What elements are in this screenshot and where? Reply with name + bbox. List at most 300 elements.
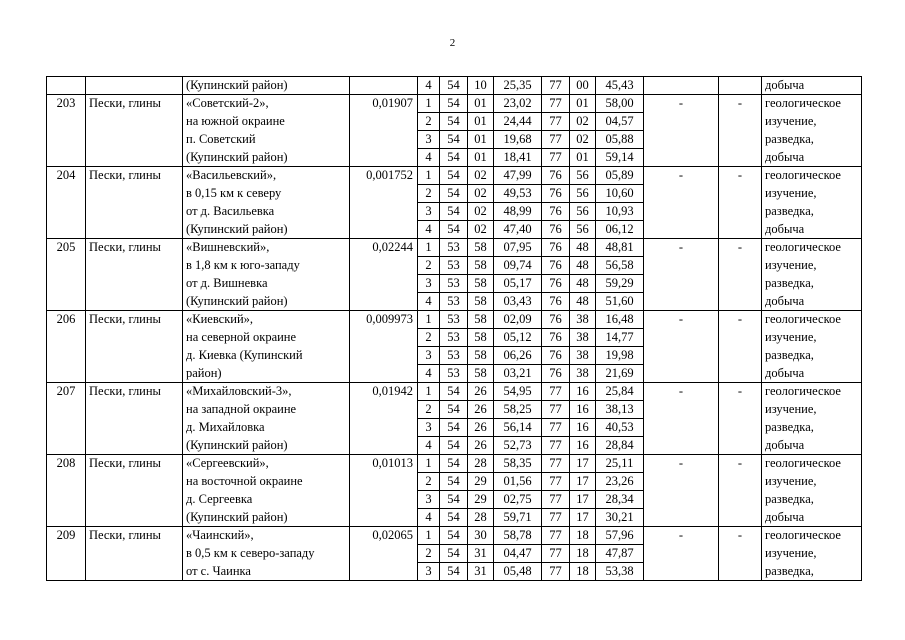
lon-seconds: 28,34 xyxy=(596,491,644,509)
table-row xyxy=(47,329,862,347)
column-a-value xyxy=(644,77,719,95)
table-row xyxy=(47,113,862,131)
deposit-area xyxy=(350,563,418,581)
point-number: 4 xyxy=(418,293,440,311)
column-a-value xyxy=(644,275,719,293)
lon-minutes: 18 xyxy=(570,527,596,545)
deposit-number xyxy=(47,491,86,509)
deposit-name-line: д. Сергеевка xyxy=(183,491,350,509)
lon-seconds: 30,21 xyxy=(596,509,644,527)
point-number: 2 xyxy=(418,329,440,347)
deposit-number xyxy=(47,77,86,95)
deposit-name-line: д. Михайловка xyxy=(183,419,350,437)
purpose-line: разведка, xyxy=(762,563,862,581)
column-a-value: - xyxy=(644,383,719,401)
deposit-name-line: (Купинский район) xyxy=(183,509,350,527)
lon-degrees: 76 xyxy=(542,221,570,239)
column-b-value xyxy=(719,545,762,563)
table-row xyxy=(47,401,862,419)
lat-seconds: 04,47 xyxy=(494,545,542,563)
lat-minutes: 02 xyxy=(468,185,494,203)
table-row xyxy=(47,563,862,581)
deposit-name-line: «Сергеевский», xyxy=(183,455,350,473)
lon-minutes: 38 xyxy=(570,347,596,365)
lat-seconds: 05,17 xyxy=(494,275,542,293)
deposit-name-line: на южной окраине xyxy=(183,113,350,131)
lat-minutes: 01 xyxy=(468,131,494,149)
purpose-line: геологическое xyxy=(762,167,862,185)
point-number: 4 xyxy=(418,77,440,95)
deposit-area: 0,01013 xyxy=(350,455,418,473)
lon-degrees: 76 xyxy=(542,365,570,383)
lon-minutes: 48 xyxy=(570,239,596,257)
deposit-name-line: «Чаинский», xyxy=(183,527,350,545)
deposit-name-line: в 1,8 км к юго-западу xyxy=(183,257,350,275)
lon-minutes: 18 xyxy=(570,545,596,563)
deposit-name-line: (Купинский район) xyxy=(183,77,350,95)
deposit-number xyxy=(47,347,86,365)
mineral-type xyxy=(86,509,183,527)
column-b-value xyxy=(719,347,762,365)
lat-seconds: 47,99 xyxy=(494,167,542,185)
lon-seconds: 19,98 xyxy=(596,347,644,365)
lat-degrees: 53 xyxy=(440,257,468,275)
deposit-name-line: на восточной окраине xyxy=(183,473,350,491)
point-number: 3 xyxy=(418,563,440,581)
deposit-area xyxy=(350,113,418,131)
point-number: 4 xyxy=(418,509,440,527)
lon-minutes: 01 xyxy=(570,95,596,113)
table-row xyxy=(47,149,862,167)
lon-minutes: 17 xyxy=(570,509,596,527)
deposit-name-line: «Советский-2», xyxy=(183,95,350,113)
point-number: 1 xyxy=(418,455,440,473)
lat-degrees: 53 xyxy=(440,347,468,365)
lon-minutes: 56 xyxy=(570,221,596,239)
table-row xyxy=(47,545,862,563)
lat-minutes: 02 xyxy=(468,167,494,185)
lon-seconds: 53,38 xyxy=(596,563,644,581)
deposit-area xyxy=(350,365,418,383)
column-a-value xyxy=(644,491,719,509)
deposit-number xyxy=(47,437,86,455)
lon-seconds: 10,93 xyxy=(596,203,644,221)
deposit-name-line: «Вишневский», xyxy=(183,239,350,257)
purpose-line: добыча xyxy=(762,293,862,311)
lat-minutes: 26 xyxy=(468,437,494,455)
mineral-type: Пески, глины xyxy=(86,167,183,185)
lon-seconds: 06,12 xyxy=(596,221,644,239)
deposit-number: 204 xyxy=(47,167,86,185)
deposit-number: 203 xyxy=(47,95,86,113)
deposit-name-line: на северной окраине xyxy=(183,329,350,347)
lat-minutes: 02 xyxy=(468,203,494,221)
deposit-name-line: «Михайловский-3», xyxy=(183,383,350,401)
table-row xyxy=(47,203,862,221)
lon-degrees: 77 xyxy=(542,131,570,149)
table-row xyxy=(47,527,862,545)
lat-minutes: 29 xyxy=(468,473,494,491)
lon-seconds: 10,60 xyxy=(596,185,644,203)
lat-minutes: 58 xyxy=(468,275,494,293)
deposit-area xyxy=(350,473,418,491)
column-b-value: - xyxy=(719,311,762,329)
column-a-value xyxy=(644,293,719,311)
lon-minutes: 16 xyxy=(570,419,596,437)
deposit-name-line: район) xyxy=(183,365,350,383)
lon-minutes: 56 xyxy=(570,185,596,203)
lon-degrees: 76 xyxy=(542,329,570,347)
deposit-area xyxy=(350,131,418,149)
lon-minutes: 48 xyxy=(570,275,596,293)
deposit-number xyxy=(47,545,86,563)
purpose-line: геологическое xyxy=(762,311,862,329)
lat-minutes: 10 xyxy=(468,77,494,95)
deposit-number xyxy=(47,275,86,293)
deposit-area xyxy=(350,545,418,563)
lat-degrees: 54 xyxy=(440,77,468,95)
lat-degrees: 54 xyxy=(440,149,468,167)
table-row xyxy=(47,131,862,149)
column-b-value: - xyxy=(719,383,762,401)
mineral-type xyxy=(86,329,183,347)
lat-seconds: 03,43 xyxy=(494,293,542,311)
column-b-value xyxy=(719,185,762,203)
lat-minutes: 31 xyxy=(468,563,494,581)
mineral-type xyxy=(86,149,183,167)
point-number: 1 xyxy=(418,167,440,185)
table-row xyxy=(47,239,862,257)
lat-minutes: 58 xyxy=(468,239,494,257)
lon-degrees: 77 xyxy=(542,527,570,545)
deposit-number xyxy=(47,185,86,203)
mineral-type: Пески, глины xyxy=(86,527,183,545)
purpose-line: разведка, xyxy=(762,491,862,509)
deposit-name-line: д. Киевка (Купинский xyxy=(183,347,350,365)
point-number: 2 xyxy=(418,473,440,491)
lon-minutes: 17 xyxy=(570,455,596,473)
column-a-value xyxy=(644,221,719,239)
mineral-type: Пески, глины xyxy=(86,239,183,257)
column-a-value xyxy=(644,365,719,383)
mineral-type xyxy=(86,437,183,455)
deposit-number xyxy=(47,509,86,527)
lon-minutes: 56 xyxy=(570,203,596,221)
lat-degrees: 53 xyxy=(440,293,468,311)
point-number: 1 xyxy=(418,311,440,329)
column-a-value xyxy=(644,437,719,455)
column-a-value: - xyxy=(644,167,719,185)
lon-degrees: 76 xyxy=(542,257,570,275)
lon-minutes: 16 xyxy=(570,383,596,401)
lon-minutes: 02 xyxy=(570,113,596,131)
lat-minutes: 58 xyxy=(468,329,494,347)
table-row xyxy=(47,419,862,437)
lon-seconds: 47,87 xyxy=(596,545,644,563)
lat-minutes: 01 xyxy=(468,95,494,113)
mineral-type xyxy=(86,419,183,437)
lon-seconds: 58,00 xyxy=(596,95,644,113)
point-number: 3 xyxy=(418,275,440,293)
deposit-number xyxy=(47,401,86,419)
lon-seconds: 14,77 xyxy=(596,329,644,347)
lat-minutes: 30 xyxy=(468,527,494,545)
mineral-type xyxy=(86,185,183,203)
lat-seconds: 03,21 xyxy=(494,365,542,383)
deposit-number xyxy=(47,563,86,581)
lon-degrees: 76 xyxy=(542,239,570,257)
mineral-type xyxy=(86,293,183,311)
lat-degrees: 53 xyxy=(440,311,468,329)
lat-minutes: 31 xyxy=(468,545,494,563)
deposit-name-line: (Купинский район) xyxy=(183,149,350,167)
lat-seconds: 02,75 xyxy=(494,491,542,509)
column-b-value: - xyxy=(719,95,762,113)
deposit-area xyxy=(350,509,418,527)
mineral-type xyxy=(86,563,183,581)
lon-minutes: 38 xyxy=(570,329,596,347)
purpose-line: разведка, xyxy=(762,275,862,293)
purpose-line: геологическое xyxy=(762,239,862,257)
mineral-type xyxy=(86,275,183,293)
column-b-value xyxy=(719,491,762,509)
deposit-area: 0,02244 xyxy=(350,239,418,257)
lon-seconds: 23,26 xyxy=(596,473,644,491)
lat-seconds: 24,44 xyxy=(494,113,542,131)
lat-seconds: 18,41 xyxy=(494,149,542,167)
lon-seconds: 59,14 xyxy=(596,149,644,167)
deposit-name-line: «Васильевский», xyxy=(183,167,350,185)
mineral-type xyxy=(86,545,183,563)
deposit-area: 0,009973 xyxy=(350,311,418,329)
lat-seconds: 19,68 xyxy=(494,131,542,149)
mineral-type: Пески, глины xyxy=(86,383,183,401)
table-row xyxy=(47,167,862,185)
lat-degrees: 53 xyxy=(440,329,468,347)
lon-degrees: 76 xyxy=(542,275,570,293)
deposit-area xyxy=(350,293,418,311)
mineral-type xyxy=(86,113,183,131)
deposit-name-line: (Купинский район) xyxy=(183,221,350,239)
lat-degrees: 54 xyxy=(440,509,468,527)
lon-minutes: 18 xyxy=(570,563,596,581)
lat-degrees: 54 xyxy=(440,95,468,113)
lon-minutes: 00 xyxy=(570,77,596,95)
lon-minutes: 16 xyxy=(570,437,596,455)
lat-degrees: 53 xyxy=(440,365,468,383)
purpose-line: добыча xyxy=(762,149,862,167)
lat-seconds: 05,48 xyxy=(494,563,542,581)
point-number: 4 xyxy=(418,365,440,383)
deposit-number xyxy=(47,329,86,347)
lon-degrees: 77 xyxy=(542,149,570,167)
purpose-line: добыча xyxy=(762,365,862,383)
lat-seconds: 58,25 xyxy=(494,401,542,419)
column-b-value xyxy=(719,437,762,455)
lat-degrees: 54 xyxy=(440,473,468,491)
mineral-type xyxy=(86,491,183,509)
deposit-area xyxy=(350,77,418,95)
column-a-value: - xyxy=(644,95,719,113)
lat-degrees: 54 xyxy=(440,383,468,401)
lon-seconds: 57,96 xyxy=(596,527,644,545)
table-row xyxy=(47,509,862,527)
point-number: 3 xyxy=(418,203,440,221)
deposits-table xyxy=(46,76,862,581)
purpose-line: геологическое xyxy=(762,455,862,473)
lon-degrees: 77 xyxy=(542,491,570,509)
column-a-value xyxy=(644,347,719,365)
lat-minutes: 58 xyxy=(468,347,494,365)
lat-degrees: 54 xyxy=(440,491,468,509)
lat-minutes: 26 xyxy=(468,419,494,437)
lat-minutes: 26 xyxy=(468,383,494,401)
mineral-type xyxy=(86,365,183,383)
column-a-value xyxy=(644,545,719,563)
mineral-type xyxy=(86,401,183,419)
column-b-value xyxy=(719,329,762,347)
lat-minutes: 28 xyxy=(468,455,494,473)
purpose-line: изучение, xyxy=(762,545,862,563)
lat-degrees: 54 xyxy=(440,203,468,221)
lat-degrees: 54 xyxy=(440,401,468,419)
lon-degrees: 77 xyxy=(542,383,570,401)
table-row xyxy=(47,293,862,311)
deposit-area: 0,001752 xyxy=(350,167,418,185)
lon-degrees: 77 xyxy=(542,419,570,437)
table-row xyxy=(47,473,862,491)
purpose-line: изучение, xyxy=(762,329,862,347)
lat-seconds: 58,35 xyxy=(494,455,542,473)
lat-degrees: 54 xyxy=(440,455,468,473)
lon-degrees: 77 xyxy=(542,473,570,491)
column-b-value xyxy=(719,149,762,167)
purpose-line: разведка, xyxy=(762,419,862,437)
column-b-value xyxy=(719,473,762,491)
deposit-number: 207 xyxy=(47,383,86,401)
lon-degrees: 77 xyxy=(542,545,570,563)
lat-seconds: 25,35 xyxy=(494,77,542,95)
column-a-value xyxy=(644,473,719,491)
table-row xyxy=(47,95,862,113)
deposit-name-line: на западной окраине xyxy=(183,401,350,419)
lon-minutes: 38 xyxy=(570,311,596,329)
lat-degrees: 53 xyxy=(440,239,468,257)
deposit-number xyxy=(47,203,86,221)
lon-degrees: 77 xyxy=(542,401,570,419)
table-row xyxy=(47,437,862,455)
lat-degrees: 54 xyxy=(440,527,468,545)
column-b-value: - xyxy=(719,167,762,185)
column-b-value xyxy=(719,203,762,221)
lon-degrees: 76 xyxy=(542,167,570,185)
lon-degrees: 77 xyxy=(542,509,570,527)
lon-minutes: 48 xyxy=(570,293,596,311)
point-number: 3 xyxy=(418,491,440,509)
column-a-value: - xyxy=(644,311,719,329)
lat-minutes: 58 xyxy=(468,293,494,311)
lon-minutes: 38 xyxy=(570,365,596,383)
purpose-line: разведка, xyxy=(762,131,862,149)
column-a-value: - xyxy=(644,239,719,257)
lat-minutes: 01 xyxy=(468,149,494,167)
mineral-type: Пески, глины xyxy=(86,455,183,473)
column-b-value: - xyxy=(719,239,762,257)
purpose-line: геологическое xyxy=(762,527,862,545)
deposit-area xyxy=(350,329,418,347)
point-number: 1 xyxy=(418,383,440,401)
point-number: 4 xyxy=(418,149,440,167)
deposit-name-line: в 0,5 км к северо-западу xyxy=(183,545,350,563)
lat-seconds: 47,40 xyxy=(494,221,542,239)
deposit-area xyxy=(350,437,418,455)
lon-seconds: 05,88 xyxy=(596,131,644,149)
lat-degrees: 54 xyxy=(440,419,468,437)
column-a-value xyxy=(644,185,719,203)
column-a-value xyxy=(644,509,719,527)
lat-seconds: 01,56 xyxy=(494,473,542,491)
point-number: 2 xyxy=(418,257,440,275)
lon-seconds: 51,60 xyxy=(596,293,644,311)
column-a-value: - xyxy=(644,455,719,473)
column-b-value xyxy=(719,131,762,149)
deposit-number: 208 xyxy=(47,455,86,473)
lat-degrees: 54 xyxy=(440,545,468,563)
point-number: 1 xyxy=(418,95,440,113)
lon-seconds: 16,48 xyxy=(596,311,644,329)
lat-degrees: 53 xyxy=(440,275,468,293)
column-b-value xyxy=(719,419,762,437)
deposit-area: 0,01907 xyxy=(350,95,418,113)
column-a-value xyxy=(644,113,719,131)
lon-degrees: 77 xyxy=(542,563,570,581)
mineral-type xyxy=(86,221,183,239)
point-number: 1 xyxy=(418,239,440,257)
purpose-line: геологическое xyxy=(762,383,862,401)
mineral-type xyxy=(86,203,183,221)
table-row xyxy=(47,257,862,275)
deposit-area xyxy=(350,275,418,293)
purpose-line: геологическое xyxy=(762,95,862,113)
lon-seconds: 56,58 xyxy=(596,257,644,275)
lon-degrees: 76 xyxy=(542,185,570,203)
lat-degrees: 54 xyxy=(440,185,468,203)
lon-degrees: 77 xyxy=(542,455,570,473)
deposit-area xyxy=(350,419,418,437)
deposit-number xyxy=(47,131,86,149)
deposit-name-line: от д. Васильевка xyxy=(183,203,350,221)
lon-seconds: 45,43 xyxy=(596,77,644,95)
table-row xyxy=(47,455,862,473)
lat-seconds: 52,73 xyxy=(494,437,542,455)
lon-minutes: 16 xyxy=(570,401,596,419)
table-row xyxy=(47,221,862,239)
lon-minutes: 17 xyxy=(570,473,596,491)
mineral-type xyxy=(86,473,183,491)
lat-minutes: 02 xyxy=(468,221,494,239)
table-row xyxy=(47,383,862,401)
column-b-value xyxy=(719,257,762,275)
point-number: 2 xyxy=(418,545,440,563)
column-a-value xyxy=(644,563,719,581)
column-a-value xyxy=(644,419,719,437)
table-row xyxy=(47,275,862,293)
table-row xyxy=(47,491,862,509)
lon-seconds: 25,84 xyxy=(596,383,644,401)
purpose-line: добыча xyxy=(762,77,862,95)
lat-minutes: 58 xyxy=(468,365,494,383)
lat-seconds: 23,02 xyxy=(494,95,542,113)
